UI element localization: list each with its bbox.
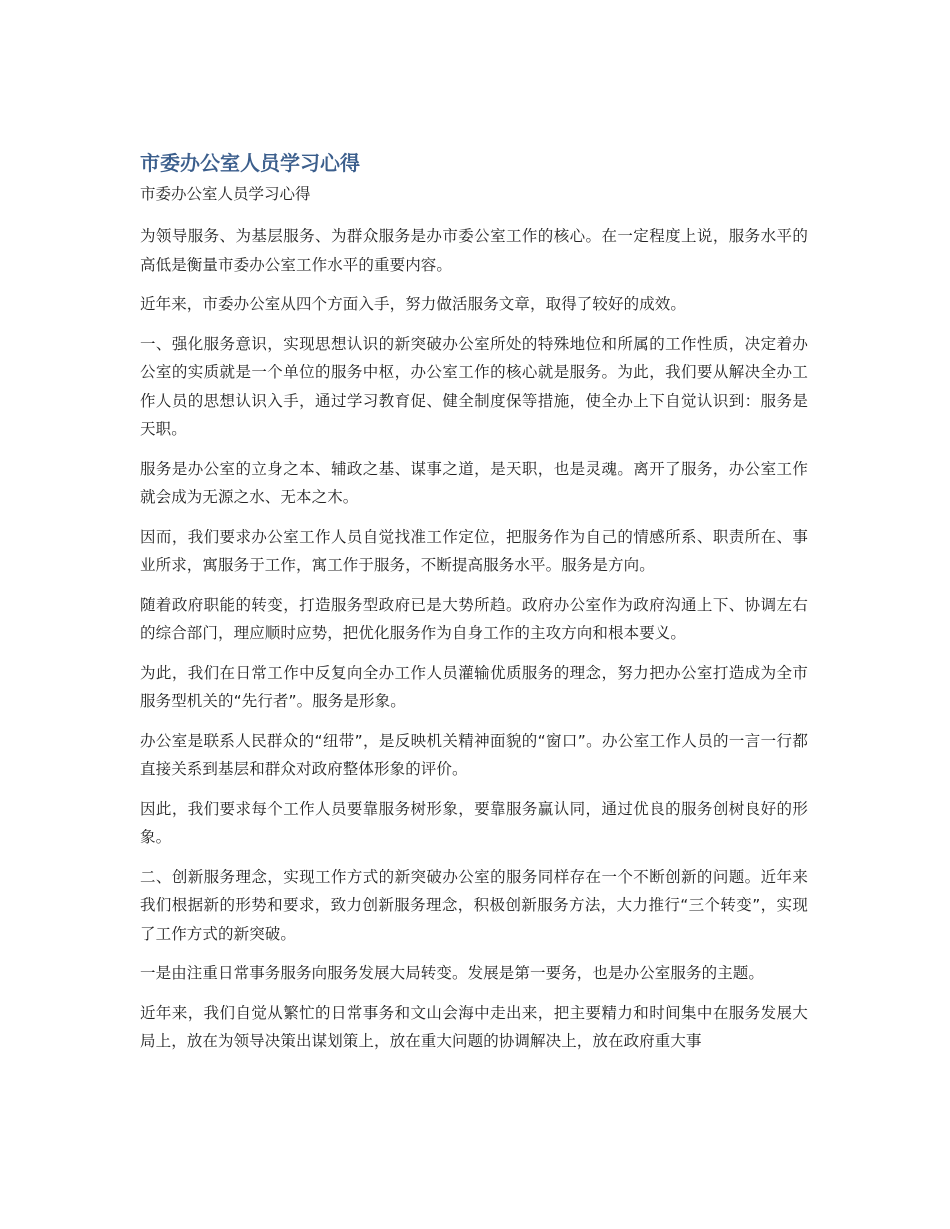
paragraph-5: 因而，我们要求办公室工作人员自觉找准工作定位，把服务作为自己的情感所系、职责所在、事业所求，寓服务于工作，寓工作于服务，不断提高服务水平。服务是方向。: [140, 527, 808, 574]
paragraph-6: 随着政府职能的转变，打造服务型政府已是大势所趋。政府办公室作为政府沟通上下、协调左右的综合部门，理应顺时应势，把优化服务作为自身工作的主攻方向和根本要义。: [140, 595, 808, 642]
paragraph-4: 服务是办公室的立身之本、辅政之基、谋事之道，是天职，也是灵魂。离开了服务，办公室工作就会成为无源之水、无本之木。: [140, 459, 808, 506]
document-subtitle: 市委办公室人员学习心得: [140, 185, 311, 203]
paragraph-3: 一、强化服务意识，实现思想认识的新突破办公室所处的特殊地位和所属的工作性质，决定着办公室的实质就是一个单位的服务中枢，办公室工作的核心就是服务。为此，我们要从解决全办工作人员的思想认识入手，通过学习教育促、健全制度保等措施，使全办上下自觉认识到：服务是天职。: [140, 334, 808, 438]
paragraph-11: 一是由注重日常事务服务向服务发展大局转变。发展是第一要务，也是办公室服务的主题。: [140, 964, 765, 982]
paragraph-9: 因此，我们要求每个工作人员要靠服务树形象，要靠服务赢认同，通过优良的服务创树良好的形象。: [140, 799, 808, 846]
paragraph-1: 为领导服务、为基层服务、为群众服务是办市委公室工作的核心。在一定程度上说，服务水平的高低是衡量市委办公室工作水平的重要内容。: [140, 227, 808, 274]
document-title: 市委办公室人员学习心得: [140, 151, 360, 175]
document-page: [140, 148, 808, 1067]
paragraph-8: 办公室是联系人民群众的“纽带”，是反映机关精神面貌的“窗口”。办公室工作人员的一言一行都直接关系到基层和群众对政府整体形象的评价。: [140, 731, 808, 778]
paragraph-2: 近年来，市委办公室从四个方面入手，努力做活服务文章，取得了较好的成效。: [140, 295, 687, 313]
paragraph-12: 近年来，我们自觉从繁忙的日常事务和文山会海中走出来，把主要精力和时间集中在服务发展大局上，放在为领导决策出谋划策上，放在重大问题的协调解决上，放在政府重大事: [140, 1003, 808, 1050]
paragraph-10: 二、创新服务理念，实现工作方式的新突破办公室的服务同样存在一个不断创新的问题。近年来我们根据新的形势和要求，致力创新服务理念，积极创新服务方法，大力推行“三个转变”，实现了工作方式的新突破。: [140, 867, 808, 943]
paragraph-7: 为此，我们在日常工作中反复向全办工作人员灌输优质服务的理念，努力把办公室打造成为全市服务型机关的“先行者”。服务是形象。: [140, 663, 808, 710]
